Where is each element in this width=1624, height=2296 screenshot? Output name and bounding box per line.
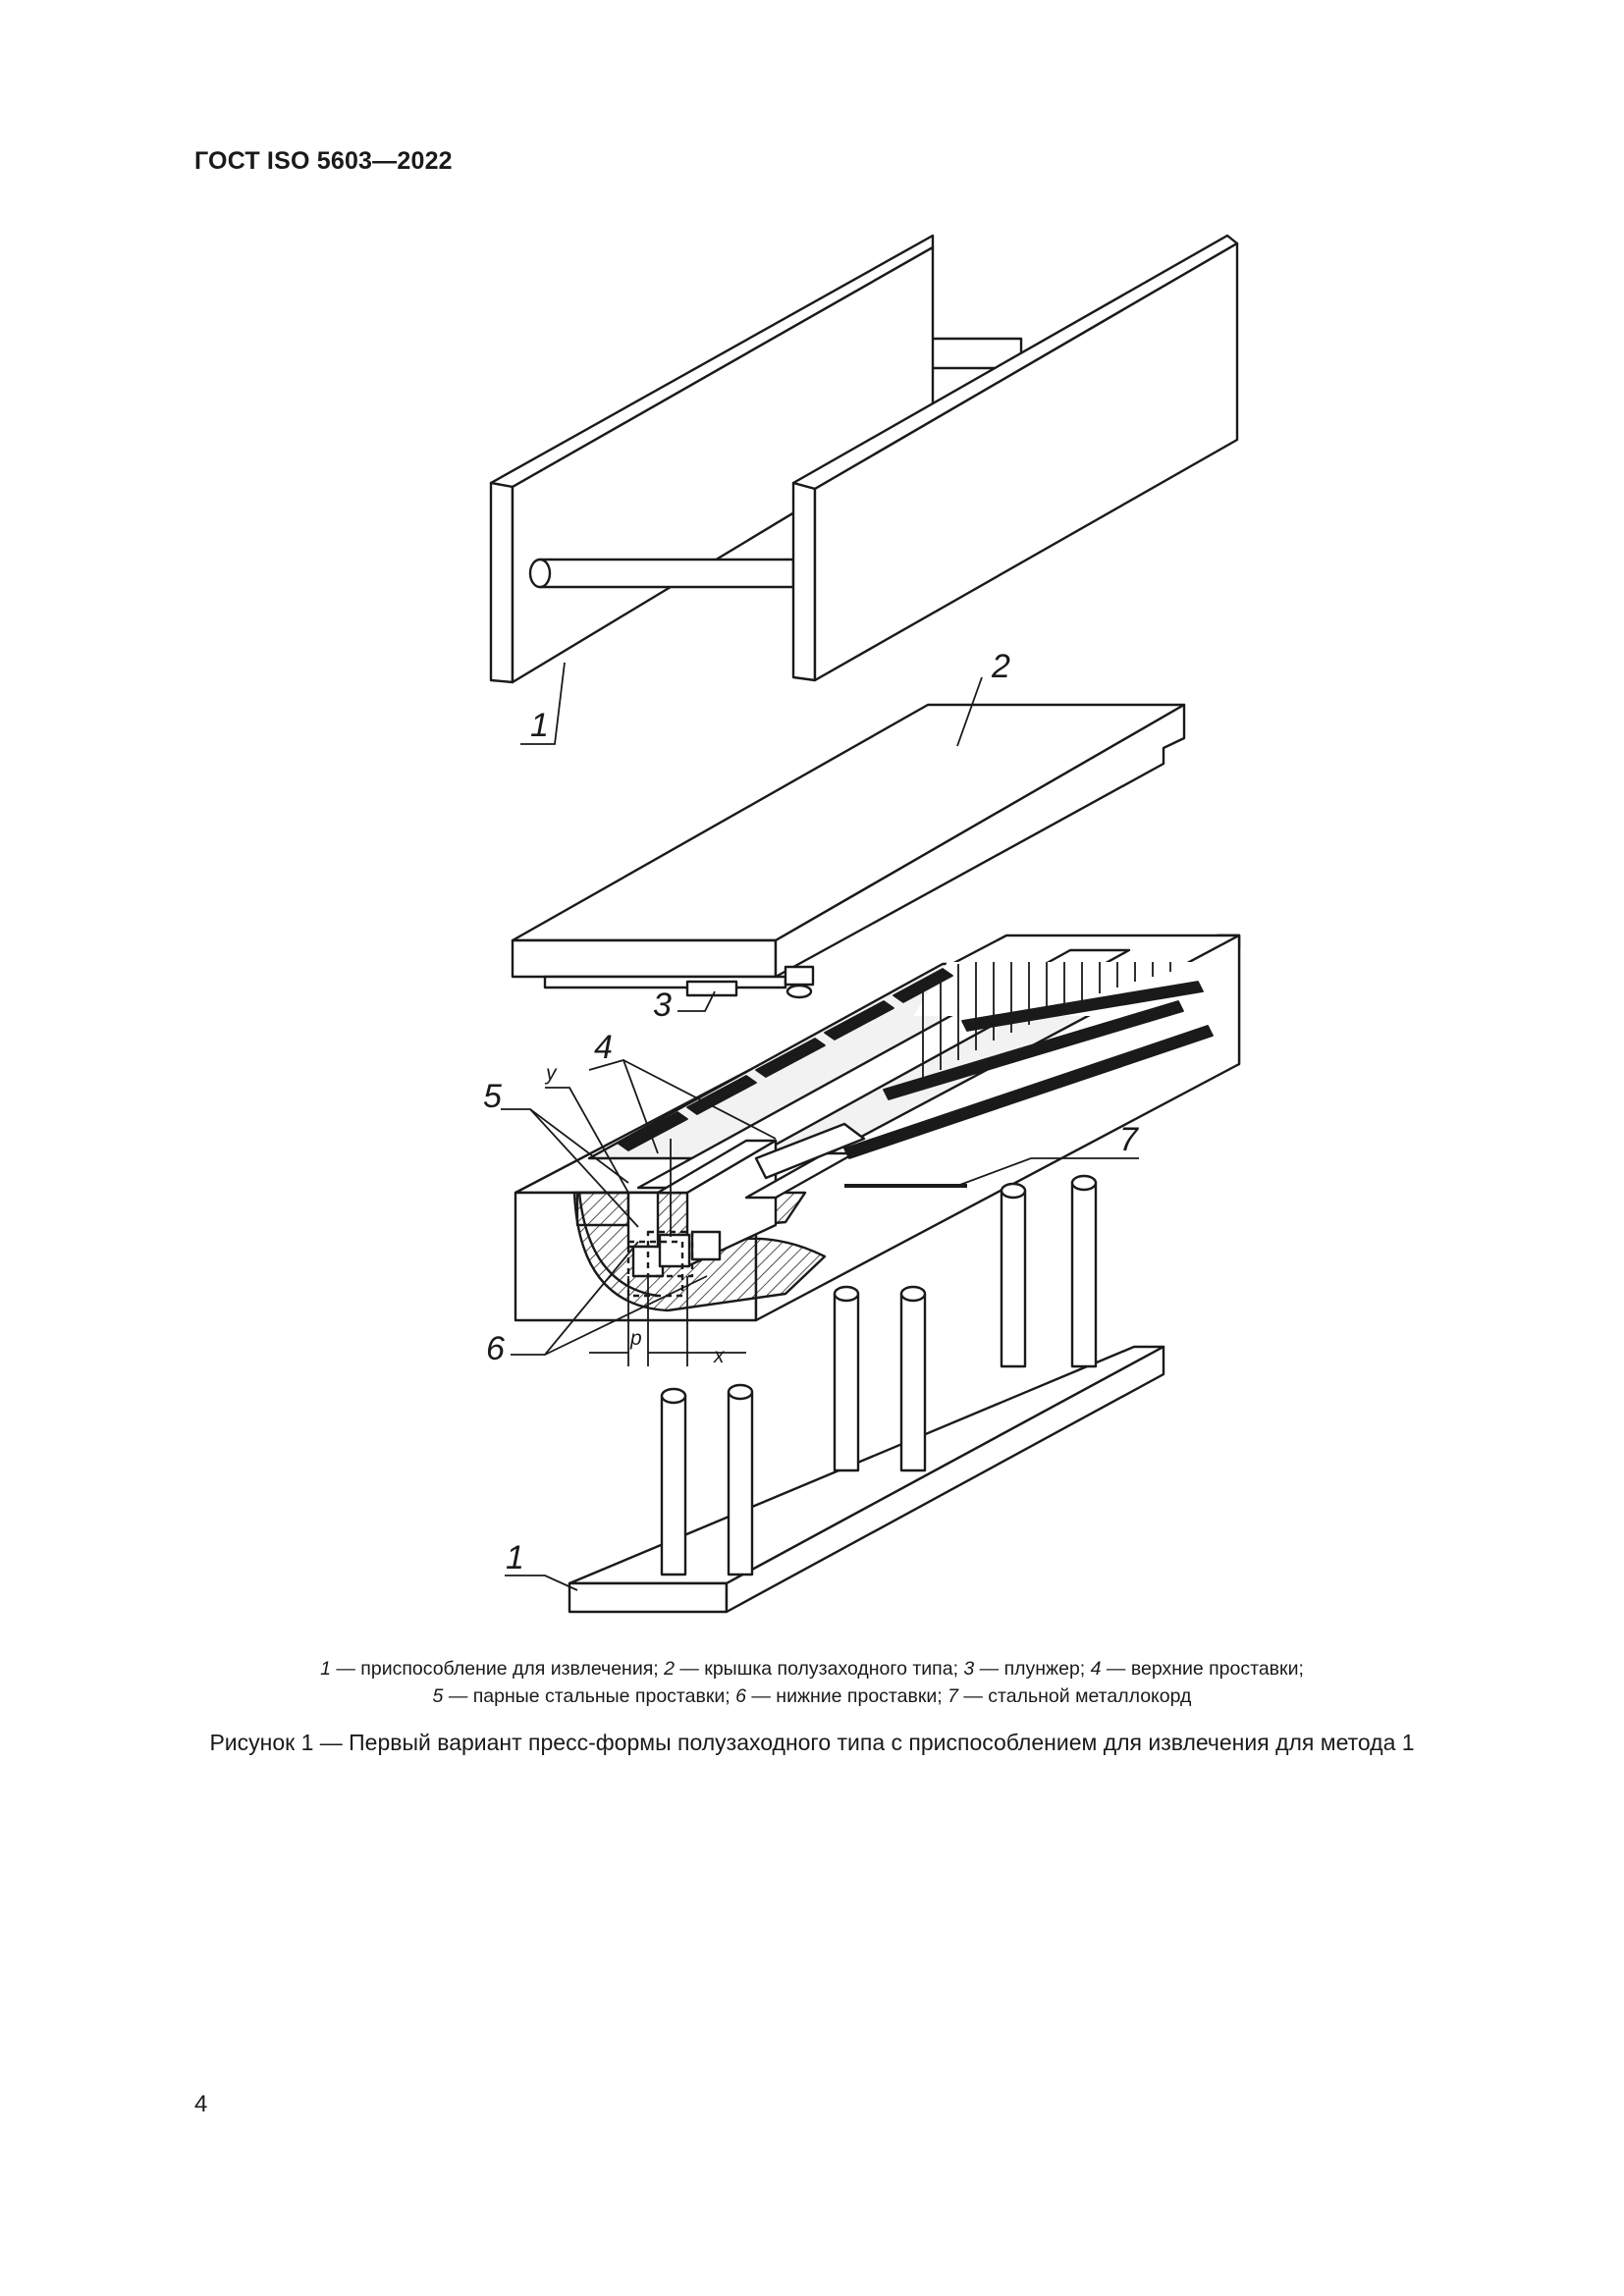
page-number: 4 — [194, 2091, 208, 2117]
callout-2: 2 — [992, 648, 1010, 685]
callout-1-bottom: 1 — [506, 1539, 524, 1576]
callout-6: 6 — [486, 1330, 505, 1367]
dimension-p-label: p — [630, 1327, 642, 1350]
leader-1-bottom — [505, 1575, 577, 1590]
legend-text: — стальной металлокорд — [957, 1685, 1192, 1707]
plunger — [687, 982, 736, 995]
callout-7: 7 — [1119, 1121, 1138, 1158]
legend-line-2 — [147, 1682, 1477, 1710]
legend-text: — плунжер; — [974, 1658, 1091, 1680]
legend-num: 2 — [664, 1658, 675, 1680]
legend-text: — верхние проставки; — [1101, 1658, 1304, 1680]
callout-5: 5 — [483, 1078, 502, 1115]
legend-line-1 — [147, 1655, 1477, 1682]
extraction-device-top — [491, 236, 1237, 682]
document-code: ГОСТ ISO 5603—2022 — [194, 147, 453, 175]
figure-legend — [147, 1655, 1477, 1710]
legend-text: — нижние проставки; — [745, 1685, 948, 1707]
legend-num: 3 — [963, 1658, 975, 1680]
legend-num: 4 — [1090, 1658, 1102, 1680]
callout-1-top: 1 — [530, 707, 549, 744]
legend-text: — крышка полузаходного типа; — [674, 1658, 964, 1680]
callout-3: 3 — [653, 987, 672, 1024]
legend-text: — приспособление для извлечения; — [330, 1658, 665, 1680]
dimension-y-label: y — [546, 1062, 557, 1085]
dimension-x-label: x — [714, 1345, 725, 1367]
legend-num: 1 — [320, 1658, 331, 1680]
figure-caption: Рисунок 1 — Первый вариант пресс-формы полузаходного типа с приспособлением для извлечения для метода 1 — [209, 1730, 1415, 1755]
legend-num: 7 — [947, 1685, 958, 1707]
legend-text: — парные стальные проставки; — [443, 1685, 736, 1707]
legend-num: 6 — [735, 1685, 746, 1707]
callout-4: 4 — [594, 1029, 613, 1066]
legend-num: 5 — [432, 1685, 444, 1707]
